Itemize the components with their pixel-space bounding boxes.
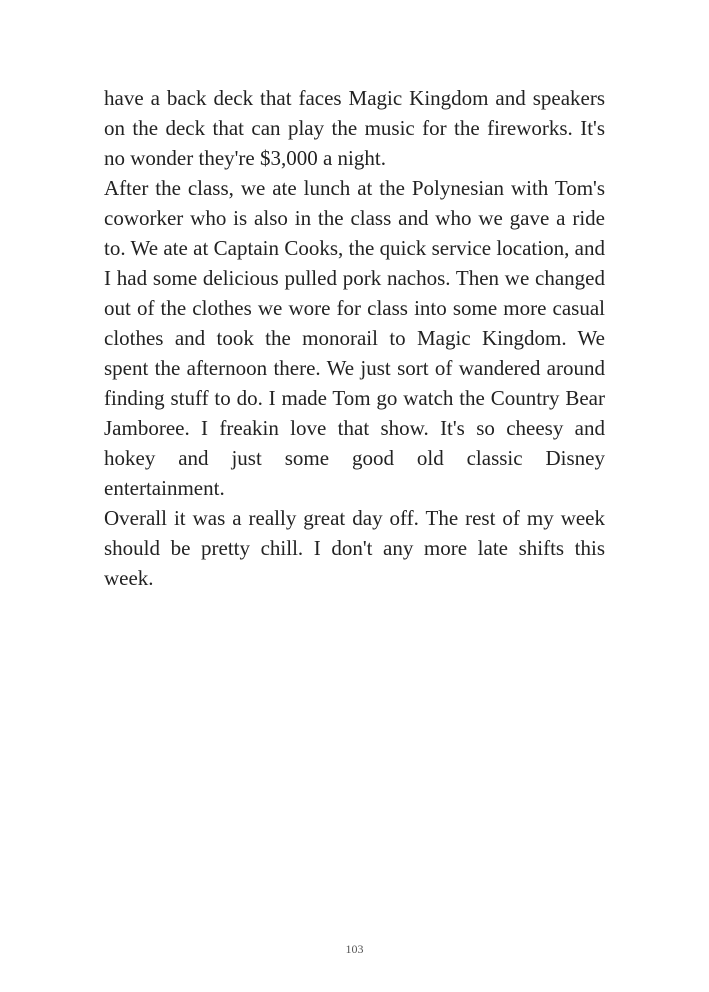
page-number: 103: [345, 942, 364, 956]
paragraph: have a back deck that faces Magic Kingdom and speakers on the deck that can play the music for the fireworks. It's no wonder they're $3,000 a night.: [104, 86, 605, 170]
paragraph: Overall it was a really great day off. The rest of my week should be pretty chill. I don't any more late shifts this week.: [104, 506, 605, 590]
body-text: [104, 83, 605, 593]
paragraph: After the class, we ate lunch at the Polynesian with Tom's coworker who is also in the class and who we gave a ride to. We ate at Captain Cooks, the quick service location, and I had some delicious pulled pork nachos. Then we changed out of the clothes we wore for class into some more casual clothes and took the monorail to Magic Kingdom. We spent the afternoon there. We just sort of wandered around finding stuff to do. I made Tom go watch the Country Bear Jamboree. I freakin love that show. It's so cheesy and hokey and just some good old classic Disney entertainment.: [104, 176, 605, 500]
